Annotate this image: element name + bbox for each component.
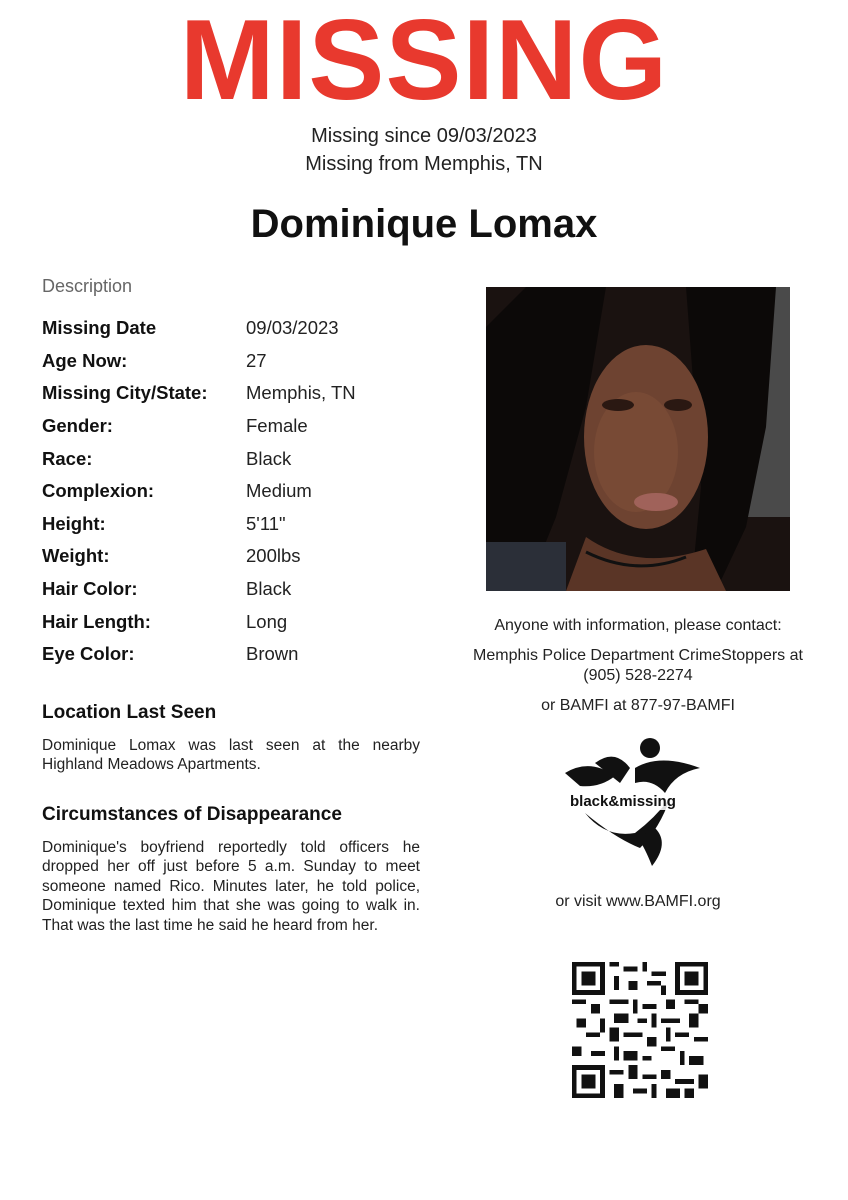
- bamfi-contact: or BAMFI at 877-97-BAMFI: [541, 697, 735, 714]
- table-row: [42, 605, 442, 638]
- row-key: Hair Length:: [42, 610, 151, 632]
- missing-from-text: Missing from Memphis, TN: [305, 153, 543, 175]
- missing-since-text: Missing since 09/03/2023: [311, 125, 537, 147]
- table-row: [42, 573, 442, 606]
- table-row: [42, 442, 442, 475]
- row-key: Height:: [42, 512, 106, 534]
- police-contact: [442, 646, 834, 686]
- circumstances-text: Dominique's boyfriend reportedly told officers he dropped her off just before 5 a.m. Sunday to meet someone named Rico. Minutes later, he told police, Dominique texted him that she was going to walk in. That was the last time he said he heard from her.: [42, 839, 420, 934]
- table-row: [42, 475, 442, 508]
- table-row: [42, 638, 442, 671]
- circumstances-title: Circumstances of Disappearance: [42, 804, 342, 825]
- row-value: 27: [246, 349, 267, 371]
- row-key: Age Now:: [42, 349, 128, 371]
- person-photo: [486, 287, 790, 591]
- table-row: [42, 410, 442, 443]
- row-key: Eye Color:: [42, 643, 135, 665]
- location-title: Location Last Seen: [42, 702, 217, 723]
- description-label: Description: [42, 276, 133, 296]
- qr-code-icon: [572, 962, 708, 1098]
- police-line-2: (905) 528-2274: [583, 667, 693, 684]
- row-key: Weight:: [42, 545, 110, 567]
- row-value: Female: [246, 415, 308, 437]
- row-key: Complexion:: [42, 480, 155, 502]
- row-value: 200lbs: [246, 545, 301, 567]
- missing-info: [0, 122, 848, 178]
- bamfi-logo-text: black&missing: [570, 793, 676, 810]
- row-value: 09/03/2023: [246, 317, 339, 339]
- visit-website: or visit www.BAMFI.org: [555, 893, 721, 910]
- police-line-1: Memphis Police Department CrimeStoppers at: [473, 647, 803, 664]
- row-value: 5'11": [246, 512, 286, 534]
- contact-intro: Anyone with information, please contact:: [494, 617, 782, 634]
- row-key: Missing City/State:: [42, 382, 208, 404]
- person-name: Dominique Lomax: [250, 202, 598, 246]
- table-row: [42, 540, 442, 573]
- row-value: Black: [246, 447, 292, 469]
- row-key: Missing Date: [42, 317, 157, 339]
- table-row: [42, 312, 442, 345]
- row-value: Medium: [246, 480, 312, 502]
- portrait-icon: [486, 287, 790, 591]
- description-table: [42, 312, 442, 671]
- row-value: Black: [246, 578, 292, 600]
- missing-headline: MISSING: [179, 0, 669, 124]
- row-key: Gender:: [42, 415, 113, 437]
- table-row: [42, 345, 442, 378]
- row-value: Brown: [246, 643, 299, 665]
- table-row: [42, 508, 442, 541]
- location-text: Dominique Lomax was last seen at the nearby Highland Meadows Apartments.: [42, 737, 420, 774]
- row-key: Race:: [42, 447, 93, 469]
- row-key: Hair Color:: [42, 578, 138, 600]
- row-value: Memphis, TN: [246, 382, 356, 404]
- row-value: Long: [246, 610, 288, 632]
- table-row: [42, 377, 442, 410]
